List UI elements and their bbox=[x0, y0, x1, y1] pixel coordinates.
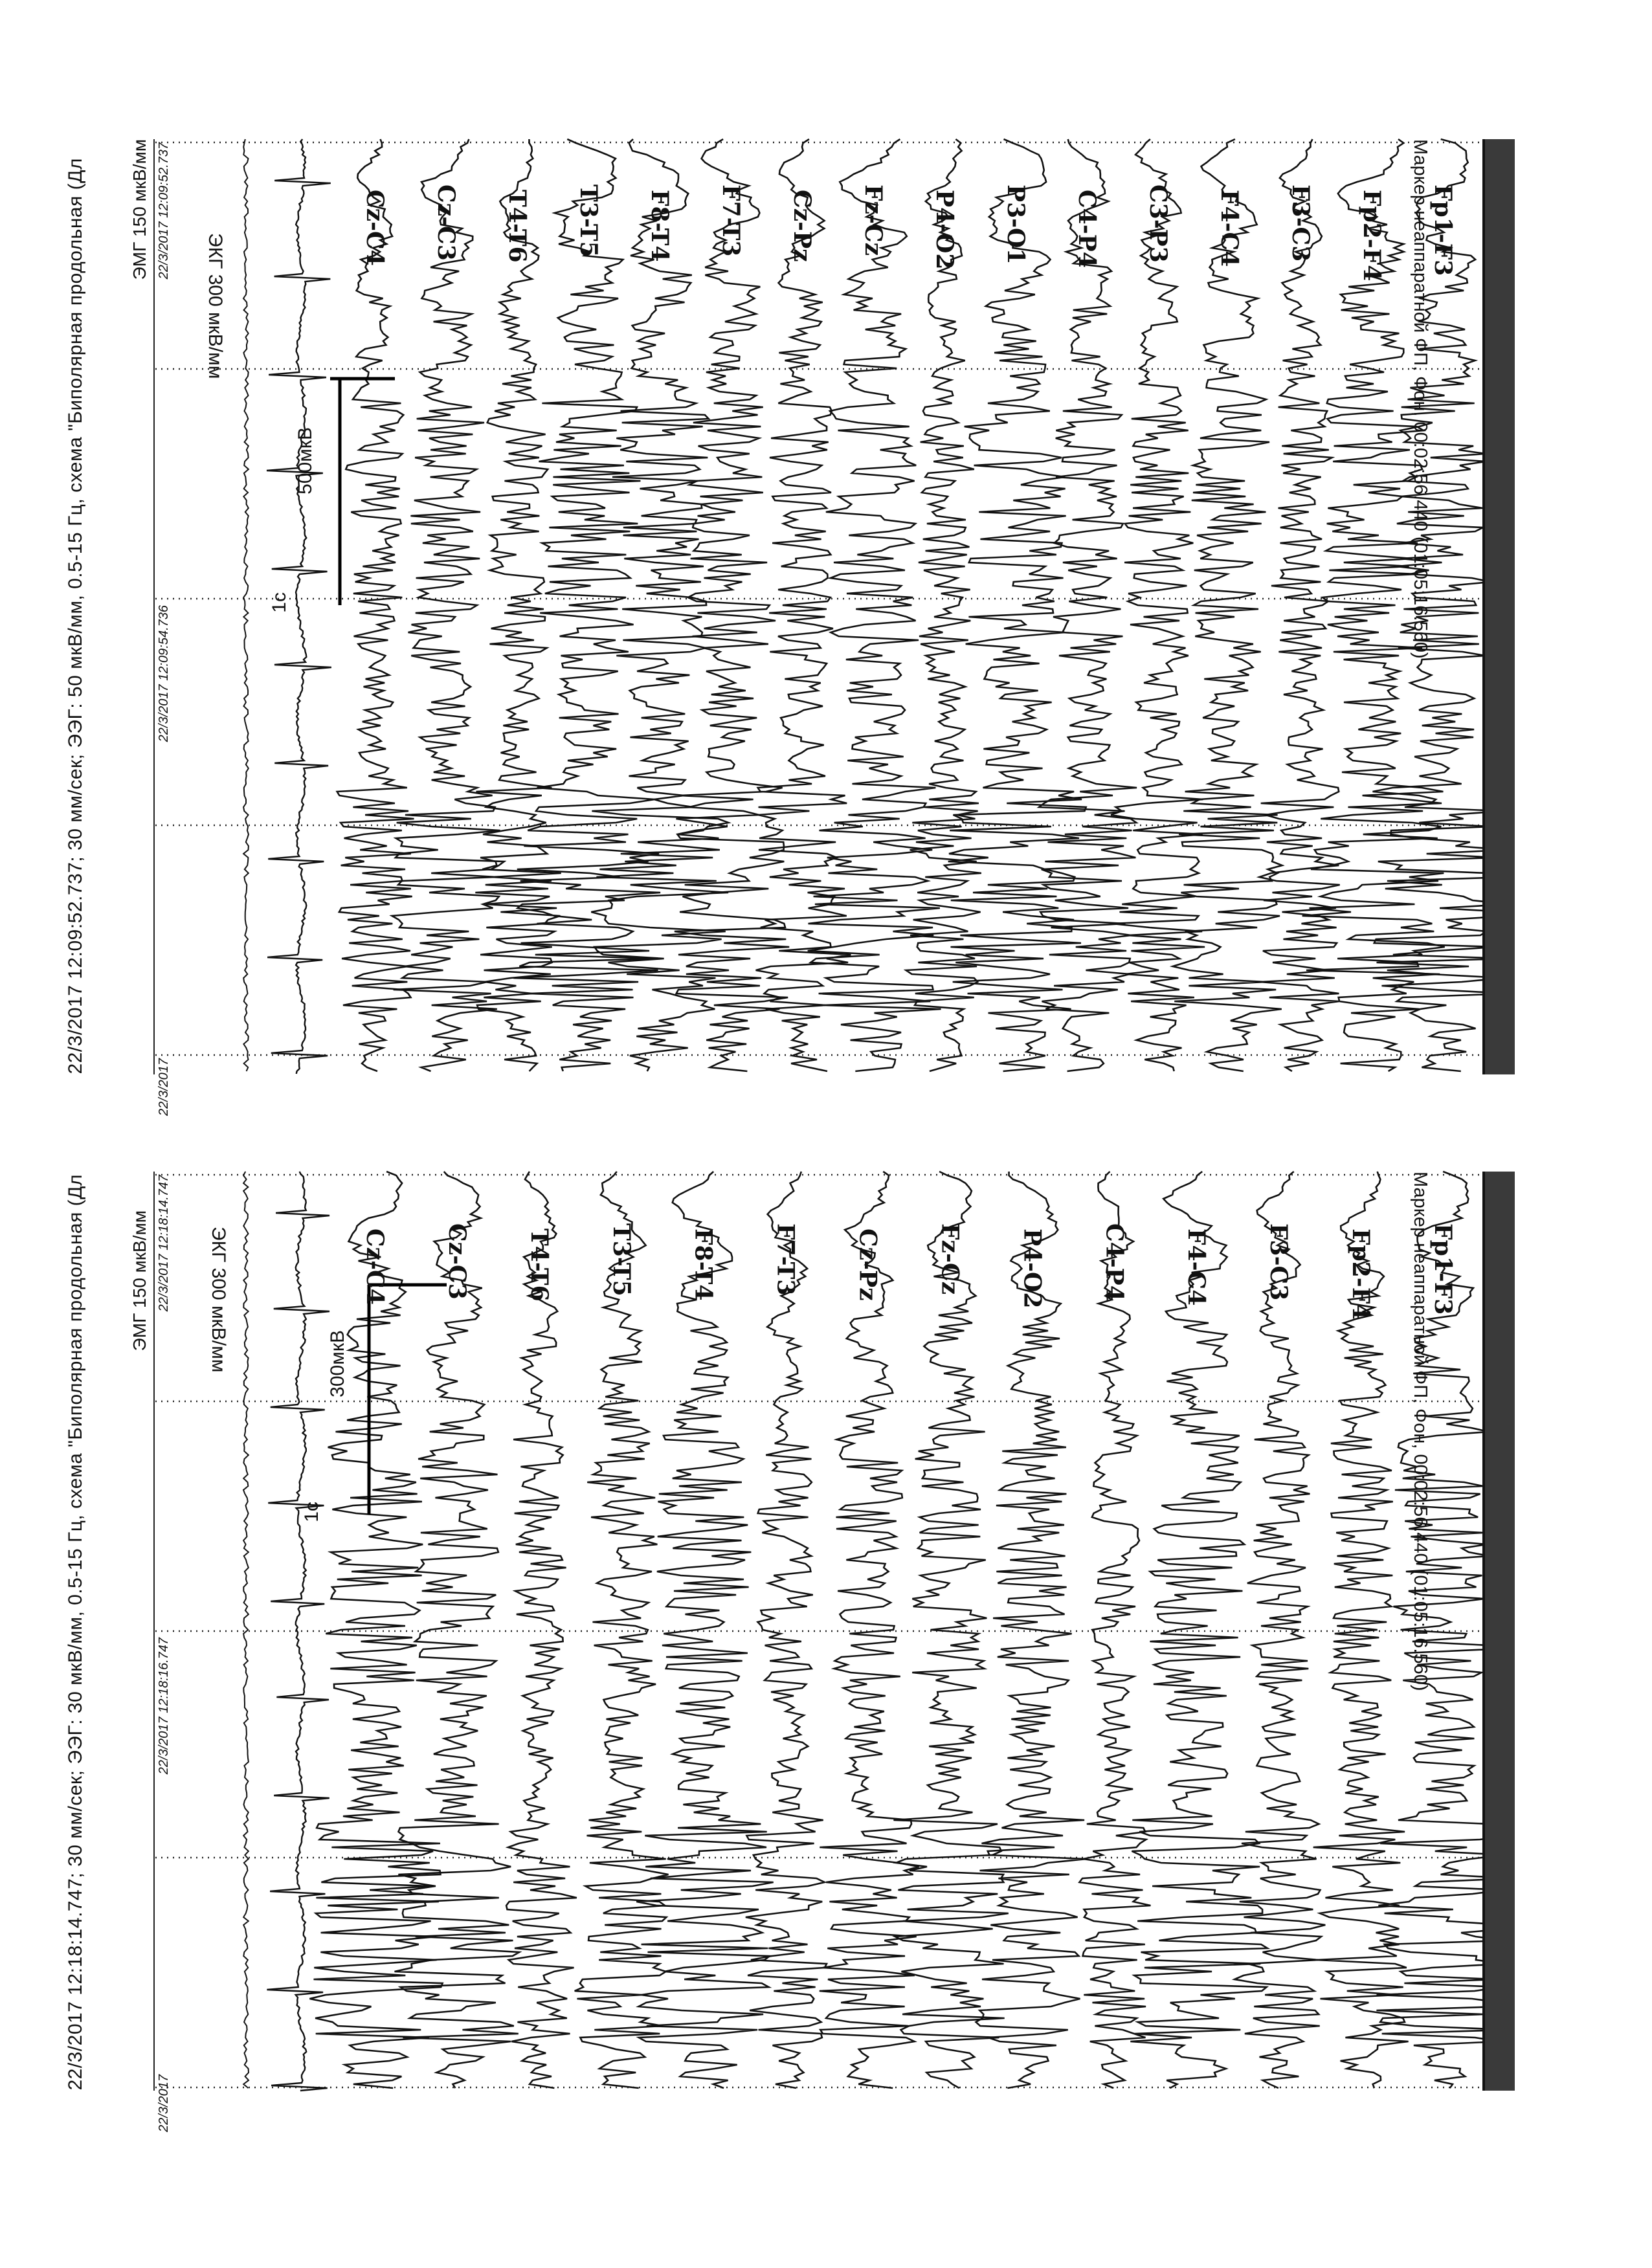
channel-label: T4-T6 bbox=[504, 190, 531, 263]
eeg-trace bbox=[395, 1172, 520, 2088]
eeg-trace bbox=[976, 1172, 1087, 2088]
eeg-trace bbox=[820, 1172, 919, 2088]
channel-label: Fz-Cz bbox=[860, 184, 887, 256]
eeg-trace bbox=[1111, 139, 1205, 1071]
channel-label: T4-T6 bbox=[525, 1228, 553, 1302]
ecg-label: ЭКГ 300 мкВ/мм bbox=[208, 1227, 229, 1373]
eeg-trace bbox=[746, 1172, 827, 2088]
calibration-amplitude: 500мкВ bbox=[295, 427, 316, 495]
channel-label: C4-P4 bbox=[1100, 1223, 1128, 1302]
eeg-trace bbox=[506, 1172, 577, 2088]
channel-label: Cz-Pz bbox=[788, 190, 816, 262]
channel-label: T3-T5 bbox=[607, 1223, 635, 1296]
channel-label: F3-C3 bbox=[1287, 184, 1314, 262]
channel-label: Fp1-F3 bbox=[1429, 184, 1457, 276]
emg-trace bbox=[243, 1172, 249, 2088]
eeg-trace bbox=[906, 139, 981, 1071]
timestamp-2: 22/3/2017 12:18:16.747 bbox=[157, 1638, 171, 1775]
calibration-amplitude: 300мкВ bbox=[327, 1330, 348, 1397]
eeg-panel-1 bbox=[65, 139, 1482, 1116]
channel-label: Cz-C4 bbox=[361, 190, 388, 266]
channel-label: F4-C4 bbox=[1183, 1228, 1211, 1306]
channel-label: F8-T4 bbox=[646, 190, 673, 262]
calibration-time: 1с bbox=[269, 592, 290, 613]
channel-label: F4-C4 bbox=[1216, 190, 1243, 267]
eeg-trace bbox=[1080, 1172, 1151, 2088]
paper-edge-bar bbox=[1482, 139, 1515, 1074]
channel-label: P3-O1 bbox=[1002, 184, 1029, 265]
emg-trace bbox=[243, 139, 249, 1071]
eeg-trace bbox=[575, 1172, 669, 2088]
channel-label: Fp2-F4 bbox=[1347, 1228, 1375, 1320]
marker-text: Маркер неаппаратной ФП, Фон, 00:02:56.440 (01:05:16.560) bbox=[1410, 139, 1431, 659]
eeg-trace bbox=[309, 1172, 442, 2088]
recording-info: 22/3/2017 12:18:14.747; 30 мм/сек; ЭЭГ: 30 мкВ/мм, 0.5-15 Гц, схема "Биполярная продольная (Дл bbox=[65, 1174, 86, 2091]
channel-label: Cz-C3 bbox=[432, 184, 460, 261]
eeg-trace bbox=[808, 139, 941, 1071]
eeg-trace bbox=[591, 139, 728, 1071]
paper-edge-bar bbox=[1482, 1172, 1515, 2091]
channel-label: P4-O2 bbox=[931, 190, 958, 270]
channel-label: C4-P4 bbox=[1073, 190, 1100, 268]
channel-label: T3-T5 bbox=[575, 184, 602, 258]
eeg-trace bbox=[337, 139, 414, 1071]
eeg-trace bbox=[948, 139, 1086, 1071]
marker-text: Маркер неаппаратной ФП, Фон, 00:02:56.440 (01:05:16.560) bbox=[1410, 1172, 1431, 1691]
calibration-time: 1с bbox=[301, 1502, 322, 1522]
emg-scale-label: ЭМГ 150 мкВ/мм bbox=[129, 139, 150, 280]
channel-label: Cz-C4 bbox=[361, 1228, 388, 1305]
ecg-label: ЭКГ 300 мкВ/мм bbox=[205, 233, 226, 379]
eeg-trace bbox=[1234, 1172, 1325, 2088]
channel-label: Fp1-F3 bbox=[1429, 1223, 1457, 1315]
eeg-trace bbox=[475, 139, 561, 1071]
timestamp-2: 22/3/2017 12:09:54.736 bbox=[157, 605, 171, 742]
emg-scale-label: ЭМГ 150 мкВ/мм bbox=[129, 1210, 150, 1351]
channel-label: F7-T3 bbox=[717, 184, 744, 257]
channel-label: Cz-Pz bbox=[854, 1228, 882, 1301]
channel-label: C3-P3 bbox=[1144, 184, 1172, 263]
eeg-trace-area-2 bbox=[71, 1172, 1482, 2091]
channel-label: Cz-C3 bbox=[443, 1223, 471, 1300]
timestamp-3: 22/3/2017 bbox=[157, 1058, 171, 1116]
recording-info: 22/3/2017 12:09:52.737; 30 мм/сек; ЭЭГ: 50 мкВ/мм, 0.5-15 Гц, схема "Биполярная продольная (Дл bbox=[65, 158, 86, 1074]
channel-label: F3-C3 bbox=[1265, 1223, 1293, 1301]
channel-label: Fz-Cz bbox=[936, 1223, 964, 1295]
channel-label: P4-O2 bbox=[1018, 1228, 1046, 1309]
eeg-trace bbox=[893, 1172, 1008, 2088]
eeg-trace bbox=[1130, 1172, 1267, 2088]
channel-label: Fp2-F4 bbox=[1358, 190, 1385, 282]
eeg-panel-2 bbox=[65, 1172, 1482, 2132]
timestamp-1: 22/3/2017 12:09:52.737 bbox=[157, 142, 171, 280]
timestamp-1: 22/3/2017 12:18:14.747 bbox=[157, 1175, 171, 1312]
ecg-trace bbox=[267, 1172, 329, 2091]
eeg-trace bbox=[513, 139, 660, 1071]
eeg-trace bbox=[636, 1172, 773, 2088]
timestamp-3: 22/3/2017 bbox=[157, 2074, 171, 2132]
eeg-trace bbox=[392, 139, 504, 1071]
eeg-trace bbox=[1260, 139, 1340, 1071]
channel-label: F8-T4 bbox=[689, 1228, 717, 1301]
channel-label: F7-T3 bbox=[772, 1223, 799, 1296]
